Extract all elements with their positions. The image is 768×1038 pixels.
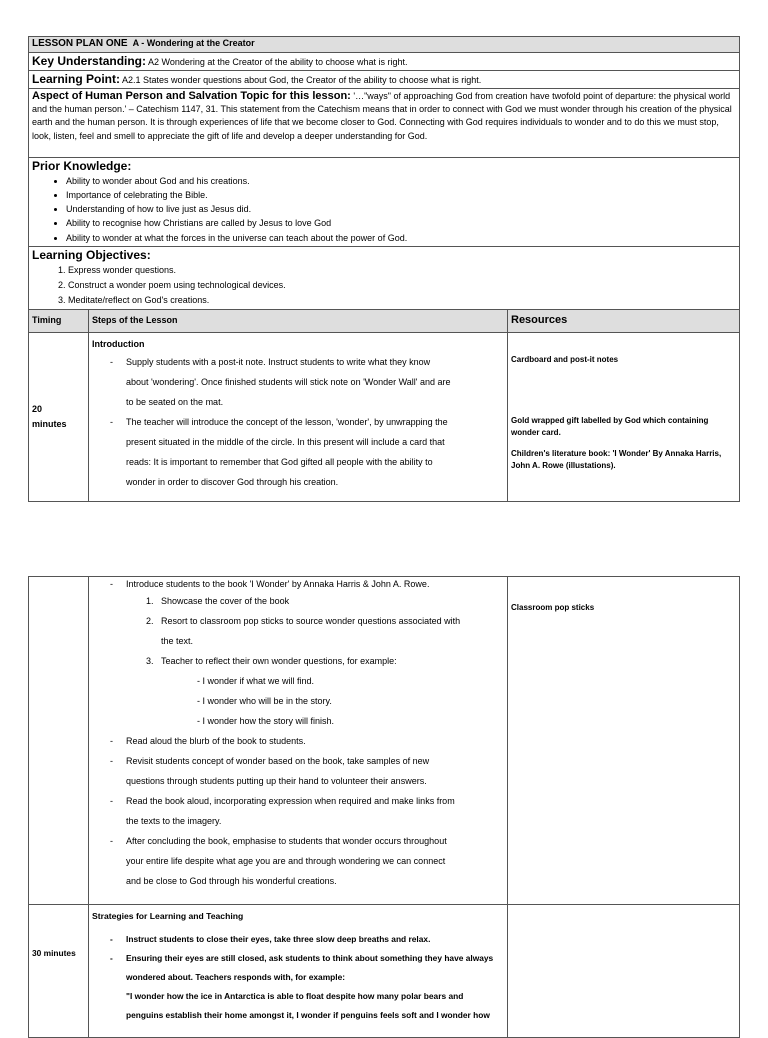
key-understanding-row bbox=[29, 52, 740, 70]
learning-point-text: A2.1 States wonder questions about God, the Creator of the ability to choose what is right. bbox=[122, 74, 482, 85]
column-header-steps: Steps of the Lesson bbox=[89, 309, 508, 332]
intro-heading: Introduction bbox=[92, 338, 145, 349]
example-question: - I wonder if what we will find. bbox=[197, 676, 315, 686]
list-item: • Ability to recognise how Christians are called by Jesus to love God bbox=[66, 216, 736, 230]
introduction-row bbox=[29, 332, 740, 501]
prior-knowledge-label: Prior Knowledge: bbox=[32, 158, 132, 173]
column-header-resources: Resources bbox=[508, 309, 740, 332]
list-item: • Understanding of how to live just as Jesus did. bbox=[66, 202, 736, 216]
strategy-step-1: - Instruct students to close their eyes, take three slow deep breaths and relax. bbox=[110, 934, 431, 944]
prior-knowledge-row bbox=[29, 157, 740, 246]
column-header-row bbox=[29, 309, 740, 332]
list-item: • Ability to wonder at what the forces in the universe can teach about the power of God. bbox=[66, 231, 736, 245]
conclusion-step: - After concluding the book, emphasise to students that wonder occurs throughout bbox=[110, 836, 447, 846]
book-timing-cell bbox=[29, 577, 89, 905]
strategies-row bbox=[29, 905, 740, 1038]
resource-item: Cardboard and post-it notes bbox=[511, 354, 619, 364]
book-resources-cell bbox=[508, 577, 740, 905]
book-intro-step: - Introduce students to the book 'I Wonder' by Annaka Harris & John A. Rowe. bbox=[110, 579, 430, 589]
resource-item: Gold wrapped gift labelled by God which containing wonder card. bbox=[511, 416, 709, 437]
learning-point-label: Learning Point: bbox=[32, 71, 120, 86]
list-item: 1. Express wonder questions. bbox=[68, 263, 736, 278]
aspect-text: '…"ways" of approaching God from creation have twofold point of departure: the physical world and the human person.' – Catechism 1147, 31. This statement from the Catechism means that in order to connect with God we must wonder through his creation of the physical earth and the human person. It is through experiences of life that we become closer to God. Connecting with God requires individuals to wonder and to do this we must stop, look, listen, feel and smell to appreciate the gift of life and develop a deeper understanding for God. bbox=[32, 90, 732, 141]
key-understanding-label: Key Understanding: bbox=[32, 53, 147, 68]
strategy-step-2: - Ensuring their eyes are still closed, ask students to think about something they have always bbox=[110, 953, 494, 963]
strategies-heading: Strategies for Learning and Teaching bbox=[92, 911, 244, 921]
read-aloud-step: - Read the book aloud, incorporating expression when required and make links from bbox=[110, 796, 455, 806]
key-understanding-text: A2 Wondering at the Creator of the ability to choose what is right. bbox=[148, 56, 408, 67]
book-sub-step-1: 1. Showcase the cover of the book bbox=[146, 596, 290, 606]
strategies-steps-cell: Strategies for Learning and Teaching - Instruct students to close their eyes, take three slow deep breaths and relax. - Ensuring their eyes are still closed, ask students to think about something they have always wondered about. Teachers responds with, for example: "I wonder how the ice in Antarctica is able to float despite how many polar bears and penguins establish their home amongst it, I wonder if penguins feels soft and I wonder how bbox=[89, 905, 508, 1038]
learning-point-row bbox=[29, 70, 740, 88]
prior-knowledge-list bbox=[32, 174, 736, 245]
book-reading-row bbox=[29, 577, 740, 905]
learning-objectives-row bbox=[29, 246, 740, 309]
list-item: • Ability to wonder about God and his creations. bbox=[66, 174, 736, 188]
resource-item: Classroom pop sticks bbox=[511, 603, 595, 612]
lesson-plan-table bbox=[28, 36, 740, 502]
strategies-timing-cell bbox=[29, 905, 89, 1038]
intro-timing-number: 20 bbox=[32, 403, 43, 414]
list-item: 3. Meditate/reflect on God's creations. bbox=[68, 293, 736, 308]
book-steps-cell: - Introduce students to the book 'I Wonder' by Annaka Harris & John A. Rowe. 1. Showcase the cover of the book 2. Resort to classroom pop sticks to source wonder questions associated with the text. 3. Teacher to reflect their own wonder questions, for example: - I wonder if what we will find. - I wonder who will be in the story. - I wonder how the story will finish. - Read aloud the blurb of the book to students. - Revisit students concept of wonder based on the book, take samples of new questions through students putting up their hand to volunteer their answers. - Read the book aloud, incorporating expression when required and make links from the texts to the imagery. - After concluding the book, emphasise to students that wonder occurs throughout your entire life despite what age you are and through wondering we can connect and be close to God through his wonderful creations. bbox=[89, 577, 508, 905]
blurb-step: - Read aloud the blurb of the book to students. bbox=[110, 736, 306, 746]
strategies-resources-cell bbox=[508, 905, 740, 1038]
intro-steps-cell: Introduction - Supply students with a post-it note. Instruct students to write what they know about 'wondering'. Once finished students will stick note on 'Wonder Wall' and are to be seated on the mat. - The teacher will introduce the concept of the lesson, 'wonder', by unwrapping the present situated in the middle of the circle. In this present will include a card that reads: It is important to remember that God gifted all people with the ability to wonder in order to discover God through his creation. bbox=[89, 332, 508, 501]
aspect-label: Aspect of Human Person and Salvation Topic for this lesson: bbox=[32, 89, 351, 102]
intro-step-2: - The teacher will introduce the concept of the lesson, 'wonder', by unwrapping the bbox=[110, 416, 448, 427]
learning-objectives-list bbox=[32, 263, 736, 308]
title-row bbox=[29, 37, 740, 53]
intro-timing-cell bbox=[29, 332, 89, 501]
strategies-timing: 30 minutes bbox=[32, 947, 76, 958]
revisit-step: - Revisit students concept of wonder based on the book, take samples of new bbox=[110, 756, 430, 766]
example-question: - I wonder who will be in the story. bbox=[197, 696, 332, 706]
intro-timing-unit: minutes bbox=[32, 418, 67, 429]
column-header-timing: Timing bbox=[29, 309, 89, 332]
intro-step-1: - Supply students with a post-it note. Instruct students to write what they know bbox=[110, 356, 431, 367]
learning-objectives-label: Learning Objectives: bbox=[32, 247, 151, 262]
list-item: • Importance of celebrating the Bible. bbox=[66, 188, 736, 202]
resource-item: Children's literature book: 'I Wonder' By Annaka Harris, John A. Rowe (illustations). bbox=[511, 449, 722, 470]
aspect-row bbox=[29, 88, 740, 157]
intro-resources-cell bbox=[508, 332, 740, 501]
lesson-title: LESSON PLAN ONE bbox=[32, 38, 128, 49]
book-sub-step-3: 3. Teacher to reflect their own wonder questions, for example: bbox=[146, 656, 397, 666]
list-item: 2. Construct a wonder poem using technological devices. bbox=[68, 278, 736, 293]
lesson-subtitle: A - Wondering at the Creator bbox=[132, 38, 255, 48]
book-sub-step-2: 2. Resort to classroom pop sticks to source wonder questions associated with bbox=[146, 616, 461, 626]
example-question: - I wonder how the story will finish. bbox=[197, 716, 335, 726]
lesson-plan-table-continued bbox=[28, 576, 740, 1038]
